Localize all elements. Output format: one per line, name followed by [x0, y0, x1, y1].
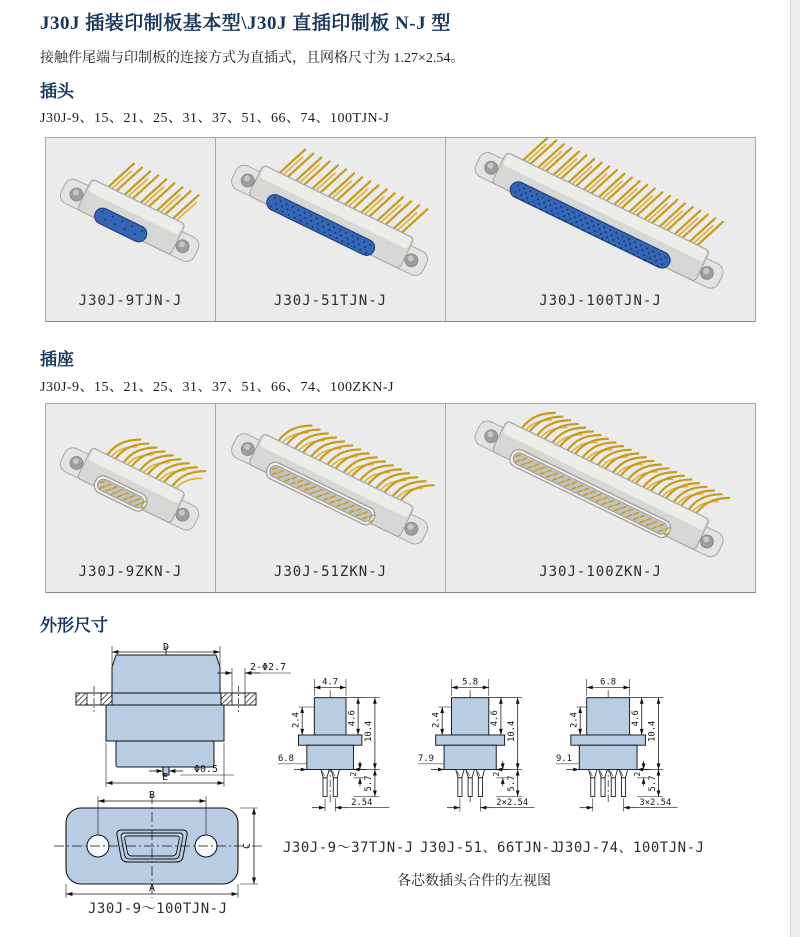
svg-text:9.1: 9.1: [555, 754, 572, 765]
svg-text:2.4: 2.4: [569, 712, 580, 729]
profile-drawing-51-66: [416, 666, 556, 817]
plug-cell-51: [216, 138, 446, 321]
dim-label-D: D: [162, 642, 170, 653]
svg-text:7.9: 7.9: [417, 754, 434, 765]
profile-label-51-66: J30J-51、66TJN-J: [420, 840, 560, 856]
plug-image-table: [45, 137, 756, 322]
socket-cell-100: [446, 404, 755, 592]
dim-label-B: B: [148, 790, 156, 801]
page-title: J30J 插装印制板基本型\J30J 直插印制板 N-J 型: [40, 13, 451, 34]
connector-model-label: J30J-9TJN-J: [78, 293, 183, 309]
connector-model-label: J30J-100ZKN-J: [539, 564, 662, 580]
profile-drawing-9-37: [276, 666, 416, 817]
dim-label-E: E: [161, 772, 169, 783]
svg-text:2: 2: [349, 771, 359, 777]
plug-cell-100: [446, 138, 755, 321]
svg-text:10.4: 10.4: [364, 720, 375, 742]
socket-section-heading: 插座: [40, 350, 74, 369]
svg-text:4.6: 4.6: [490, 710, 501, 727]
svg-text:4.7: 4.7: [322, 677, 339, 688]
profile-label-9-37: J30J-9～37TJN-J: [283, 840, 414, 856]
plug-cell-9: [46, 138, 216, 321]
socket-models-line: J30J-9、15、21、25、31、37、51、66、74、100ZKN-J: [40, 380, 394, 395]
dim-label-A: A: [148, 883, 156, 894]
svg-text:2: 2: [632, 771, 642, 777]
front-view-label: J30J-9～100TJN-J: [88, 901, 228, 917]
svg-text:6.8: 6.8: [277, 754, 294, 765]
dimensions-section-heading: 外形尺寸: [40, 616, 108, 635]
dim-label-pin: Φ0.5: [193, 764, 219, 775]
svg-text:4.6: 4.6: [347, 710, 358, 727]
svg-text:5.8: 5.8: [462, 677, 479, 688]
svg-text:2×2.54: 2×2.54: [496, 797, 529, 808]
page-edge-strip: [790, 0, 800, 937]
svg-text:2.54: 2.54: [351, 797, 373, 808]
dim-label-C: C: [242, 842, 253, 850]
svg-text:2.4: 2.4: [431, 712, 442, 729]
dim-label-holes: 2-Φ2.7: [249, 662, 287, 673]
drawings-caption: 各芯数插头合件的左视图: [397, 874, 551, 889]
plug-section-heading: 插头: [40, 82, 74, 101]
svg-text:2: 2: [492, 771, 502, 777]
svg-text:10.4: 10.4: [647, 720, 658, 742]
socket-cell-51: [216, 404, 446, 592]
svg-text:2.4: 2.4: [291, 712, 302, 729]
profile-label-74-100: J30J-74、100TJN-J: [556, 840, 705, 856]
side-view-drawing: [58, 641, 293, 791]
plug-models-line: J30J-9、15、21、25、31、37、51、66、74、100TJN-J: [40, 111, 390, 126]
svg-text:3×2.54: 3×2.54: [639, 797, 672, 808]
front-view-drawing: [52, 786, 267, 904]
svg-text:4.6: 4.6: [630, 710, 641, 727]
svg-text:5.7: 5.7: [506, 775, 517, 792]
svg-text:5.7: 5.7: [647, 775, 658, 792]
svg-text:5.7: 5.7: [364, 775, 375, 792]
profile-drawing-74-100: [554, 666, 694, 817]
intro-text: 接触件尾端与印制板的连接方式为直插式，且网格尺寸为 1.27×2.54。: [40, 51, 465, 66]
svg-text:10.4: 10.4: [506, 720, 517, 742]
connector-model-label: J30J-100TJN-J: [539, 293, 662, 309]
socket-image-table: [45, 403, 756, 593]
socket-cell-9: [46, 404, 216, 592]
connector-model-label: J30J-51ZKN-J: [273, 564, 388, 580]
connector-model-label: J30J-51TJN-J: [273, 293, 388, 309]
svg-text:6.8: 6.8: [600, 677, 617, 688]
connector-model-label: J30J-9ZKN-J: [78, 564, 183, 580]
